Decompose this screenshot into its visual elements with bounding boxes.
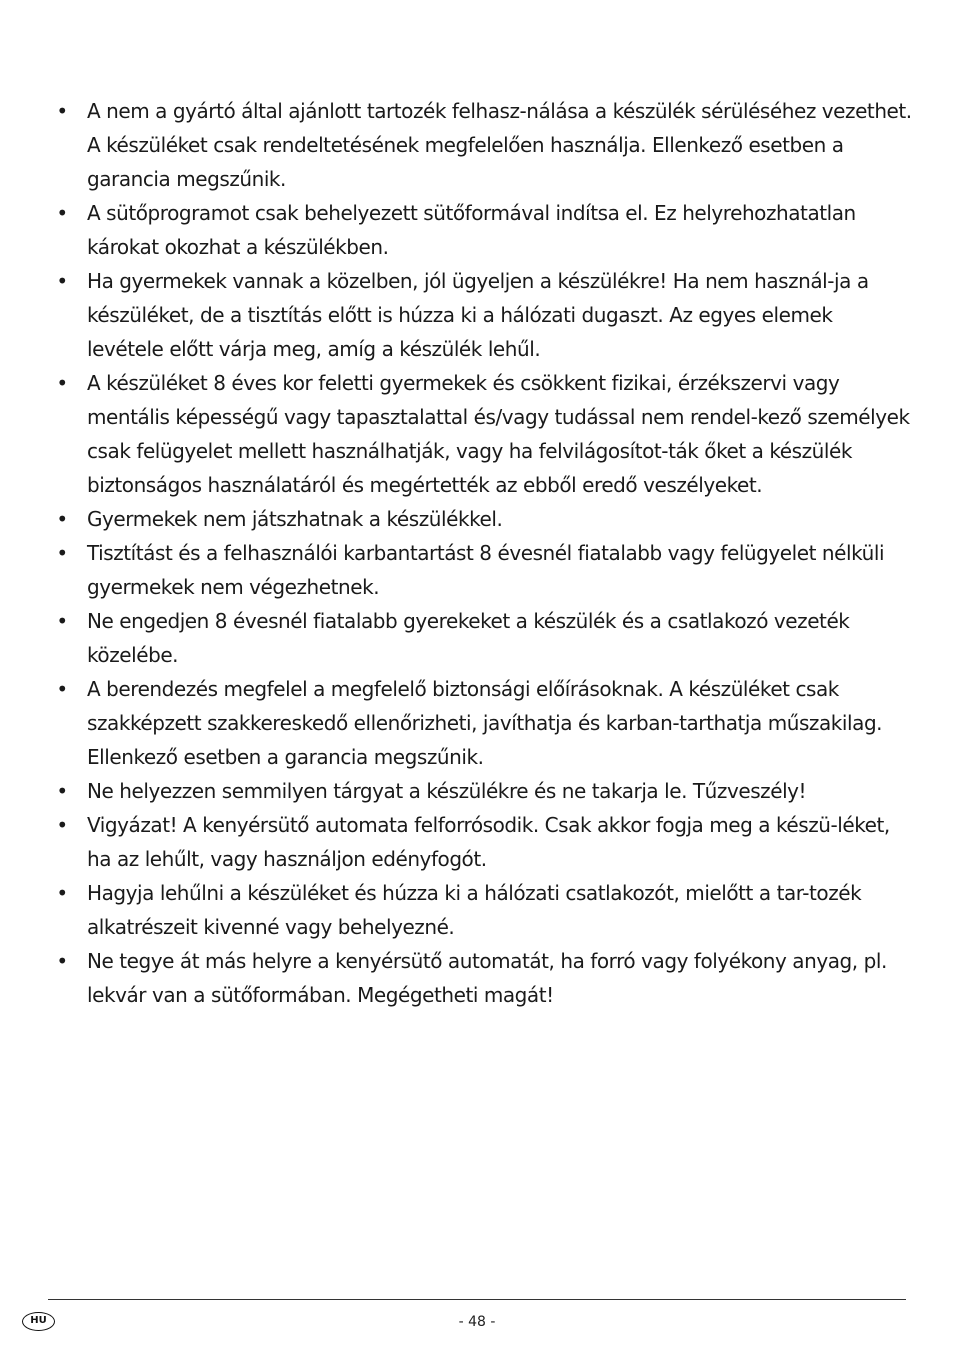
- page-number: - 48 -: [458, 1314, 496, 1330]
- bullet-icon: •: [56, 881, 68, 905]
- footer-divider: [48, 1299, 906, 1300]
- bullet-icon: •: [56, 813, 68, 837]
- list-item-text: Vigyázat! A kenyérsütő automata felforrósodik. Csak akkor fogja meg a készü-léket, ha az lehűlt, vagy használjon edényfogót.: [87, 813, 890, 871]
- language-badge: HU: [22, 1312, 55, 1331]
- list-item: [52, 672, 912, 774]
- list-item: [52, 502, 912, 536]
- bullet-icon: •: [56, 779, 68, 803]
- bullet-icon: •: [56, 609, 68, 633]
- list-item-text: Ne engedjen 8 évesnél fiatalabb gyerekeket a készülék és a csatlakozó vezeték közelébe.: [87, 609, 850, 667]
- bullet-icon: •: [56, 269, 68, 293]
- bullet-icon: •: [56, 99, 68, 123]
- list-item: [52, 94, 912, 196]
- list-item-text: Tisztítást és a felhasználói karbantartást 8 évesnél fiatalabb vagy felügyelet nélküli gyermekek nem végezhetnek.: [87, 541, 885, 599]
- list-item: [52, 944, 912, 1012]
- list-item-text: Ne tegye át más helyre a kenyérsütő automatát, ha forró vagy folyékony anyag, pl. lekvár van a sütőformában. Megégetheti magát!: [87, 949, 887, 1007]
- bullet-icon: •: [56, 677, 68, 701]
- list-item-text: A készüléket 8 éves kor feletti gyermekek és csökkent fizikai, érzékszervi vagy mentális képességű vagy tapasztalattal és/vagy tudással nem rendel-kező személyek csak felügyelet mellett használhatják, vagy ha felvilágosítot-ták őket a készülék biztonságos használatáról és megértették az ebből eredő veszélyeket.: [87, 371, 910, 497]
- bullet-icon: •: [56, 541, 68, 565]
- list-item: [52, 808, 912, 876]
- list-item-text: Ne helyezzen semmilyen tárgyat a készülékre és ne takarja le. Tűzveszély!: [87, 779, 807, 803]
- list-item-text: Hagyja lehűlni a készüléket és húzza ki a hálózati csatlakozót, mielőtt a tar-tozék alkatrészeit kivenné vagy behelyezné.: [87, 881, 862, 939]
- list-item-text: A berendezés megfelel a megfelelő biztonsági előírásoknak. A készüléket csak szakképzett szakkereskedő ellenőrizheti, javíthatja és karban-tarthatja műszakilag. Ellenkező esetben a garancia megszűnik.: [87, 677, 883, 769]
- list-item: [52, 604, 912, 672]
- list-item-text: A sütőprogramot csak behelyezett sütőformával indítsa el. Ez helyrehozhatatlan károkat okozhat a készülékben.: [87, 201, 856, 259]
- list-item: [52, 196, 912, 264]
- list-item: [52, 876, 912, 944]
- list-item-text: Ha gyermekek vannak a közelben, jól ügyeljen a készülékre! Ha nem használ-ja a készüléket, de a tisztítás előtt is húzza ki a hálózati dugaszt. Az egyes elemek levétele előtt várja meg, amíg a készülék lehűl.: [87, 269, 869, 361]
- list-item: [52, 366, 912, 502]
- list-item-text: A nem a gyártó által ajánlott tartozék felhasz-nálása a készülék sérüléséhez vezethet. A készüléket csak rendeltetésének megfelelően használja. Ellenkező esetben a garancia megszűnik.: [87, 99, 912, 191]
- list-item: [52, 774, 912, 808]
- bullet-icon: •: [56, 949, 68, 973]
- bullet-icon: •: [56, 201, 68, 225]
- bullet-icon: •: [56, 371, 68, 395]
- bullet-icon: •: [56, 507, 68, 531]
- safety-instructions-list: [52, 94, 912, 1012]
- list-item: [52, 264, 912, 366]
- list-item-text: Gyermekek nem játszhatnak a készülékkel.: [87, 507, 503, 531]
- list-item: [52, 536, 912, 604]
